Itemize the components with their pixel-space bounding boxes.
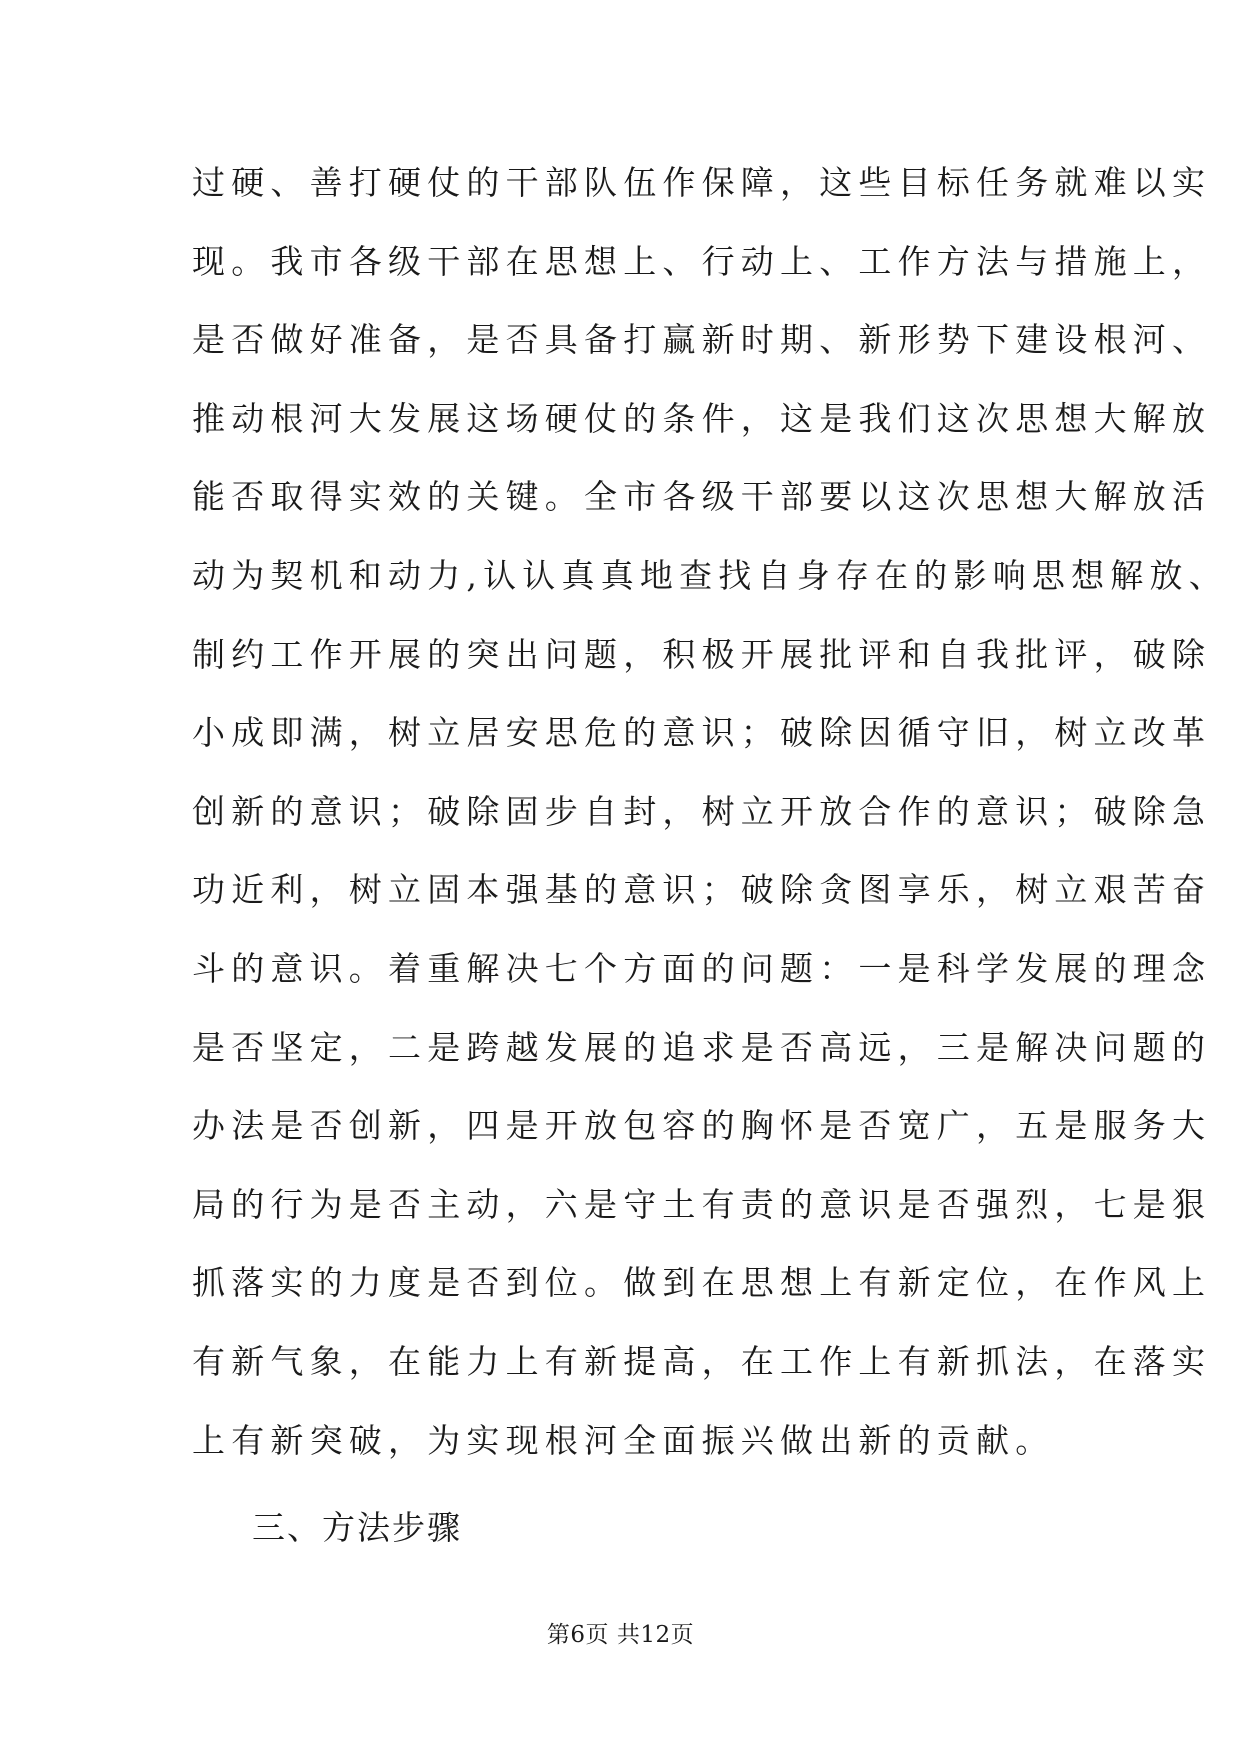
paragraph-line: 斗的意识。着重解决七个方面的问题：一是科学发展的理念 bbox=[192, 948, 1212, 988]
page-footer: 第6页 共12页 bbox=[546, 1622, 695, 1648]
paragraph-line: 抓落实的力度是否到位。做到在思想上有新定位，在作风上 bbox=[192, 1263, 1212, 1303]
paragraph-line: 制约工作开展的突出问题，积极开展批评和自我批评，破除 bbox=[192, 634, 1212, 674]
paragraph-line: 创新的意识；破除固步自封，树立开放合作的意识；破除急 bbox=[192, 791, 1212, 831]
paragraph-line: 上有新突破，为实现根河全面振兴做出新的贡献。 bbox=[192, 1420, 1055, 1460]
paragraph-line: 有新气象，在能力上有新提高，在工作上有新抓法，在落实 bbox=[192, 1341, 1212, 1381]
paragraph-line: 动为契机和动力,认认真真地查找自身存在的影响思想解放、 bbox=[192, 555, 1228, 595]
body-paragraph bbox=[192, 161, 1228, 1497]
paragraph-line: 局的行为是否主动，六是守土有责的意识是否强烈，七是狠 bbox=[192, 1184, 1212, 1224]
paragraph-line: 功近利，树立固本强基的意识；破除贪图享乐，树立艰苦奋 bbox=[192, 870, 1212, 910]
paragraph-line: 过硬、善打硬仗的干部队伍作保障，这些目标任务就难以实 bbox=[192, 163, 1212, 202]
paragraph-line: 办法是否创新，四是开放包容的胸怀是否宽广，五是服务大 bbox=[192, 1106, 1212, 1146]
section-heading: 三、方法步骤 bbox=[252, 1508, 462, 1547]
paragraph-line: 推动根河大发展这场硬仗的条件，这是我们这次思想大解放 bbox=[192, 398, 1212, 438]
paragraph-line: 是否做好准备，是否具备打赢新时期、新形势下建设根河、 bbox=[192, 320, 1212, 360]
paragraph-line: 小成即满，树立居安思危的意识；破除因循守旧，树立改革 bbox=[192, 713, 1212, 753]
paragraph-line: 是否坚定，二是跨越发展的追求是否高远，三是解决问题的 bbox=[192, 1027, 1212, 1067]
paragraph-line: 现。我市各级干部在思想上、行动上、工作方法与措施上， bbox=[192, 241, 1212, 281]
paragraph-line: 能否取得实效的关键。全市各级干部要以这次思想大解放活 bbox=[192, 477, 1212, 517]
